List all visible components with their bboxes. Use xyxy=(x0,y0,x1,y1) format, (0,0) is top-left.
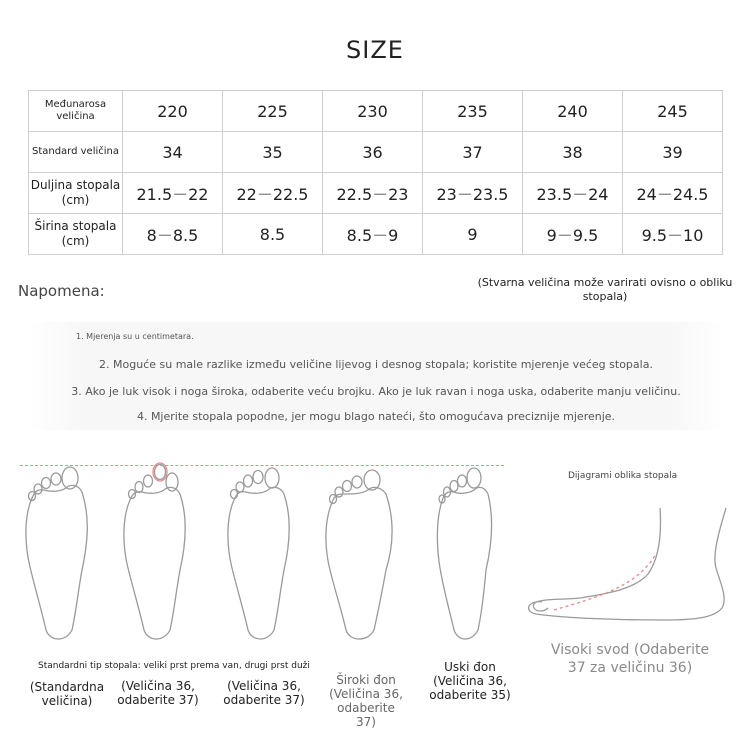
table-cell: 9 xyxy=(423,214,523,255)
foot-roman-icon xyxy=(222,462,302,644)
table-cell: 23.5－24 xyxy=(523,173,623,214)
row-label: Duljina stopala (cm) xyxy=(29,173,123,214)
table-cell: 21.5－22 xyxy=(123,173,223,214)
note-item: 4. Mjerite stopala popodne, jer mogu blago nateći, što omogućava preciznije mjerenje. xyxy=(136,410,616,423)
notes-heading: Napomena: xyxy=(18,282,105,300)
caption-line: (Veličina 36, xyxy=(227,679,301,693)
table-cell: 8.5 xyxy=(223,214,323,255)
table-cell: 39 xyxy=(623,132,723,173)
note-item: 2. Moguće su male razlike između veličine lijevog i desnog stopala; koristite mjerenje većeg stopala. xyxy=(99,358,653,371)
table-cell: 35 xyxy=(223,132,323,173)
table-cell: 23－23.5 xyxy=(423,173,523,214)
table-cell: 22.5－23 xyxy=(323,173,423,214)
caption-line: odaberite 37) xyxy=(117,693,199,707)
size-table xyxy=(28,90,723,255)
table-cell: 22－22.5 xyxy=(223,173,323,214)
table-cell: 9.5－10 xyxy=(623,214,723,255)
row-label: Međunarosa veličina xyxy=(29,91,123,132)
caption-line: odaberite 35) xyxy=(429,688,511,702)
note-item: 1. Mjerenja su u centimetara. xyxy=(76,332,194,341)
table-cell: 235 xyxy=(423,91,523,132)
caption-line: (Veličina 36, xyxy=(433,674,507,688)
row-label: Širina stopala (cm) xyxy=(29,214,123,255)
standard-type-label: Standardni tip stopala: veliki prst prema van, drugi prst duži xyxy=(38,661,310,671)
caption-line: veličina) xyxy=(41,694,93,708)
table-cell: 8－8.5 xyxy=(123,214,223,255)
table-cell: 36 xyxy=(323,132,423,173)
table-cell: 240 xyxy=(523,91,623,132)
table-row xyxy=(29,91,723,132)
caption-line: (Veličina 36, xyxy=(329,687,403,701)
caption-narrow xyxy=(422,660,518,702)
foot-wide-icon xyxy=(322,462,402,644)
table-row xyxy=(29,132,723,173)
table-cell: 24－24.5 xyxy=(623,173,723,214)
caption-line: Široki đon xyxy=(336,673,396,687)
caption-wide xyxy=(322,673,410,729)
notes-panel xyxy=(28,322,724,430)
table-cell: 38 xyxy=(523,132,623,173)
foot-standard-icon xyxy=(20,462,100,644)
size-disclaimer: (Stvarna veličina može varirati ovisno o obliku stopala) xyxy=(477,276,733,303)
foot-narrow-icon xyxy=(428,462,508,644)
table-cell: 245 xyxy=(623,91,723,132)
caption-line: (Standardna xyxy=(29,680,105,694)
foot-side-view-icon xyxy=(524,498,730,622)
table-cell: 230 xyxy=(323,91,423,132)
caption-roman xyxy=(215,679,313,707)
table-row xyxy=(29,214,723,255)
caption-line: 37) xyxy=(356,715,376,729)
page-title: SIZE xyxy=(346,36,404,64)
foot-greek-icon xyxy=(118,462,198,644)
table-cell: 34 xyxy=(123,132,223,173)
table-cell: 225 xyxy=(223,91,323,132)
caption-line: Uski đon xyxy=(444,660,496,674)
row-label: Standard veličina xyxy=(29,132,123,173)
table-cell: 37 xyxy=(423,132,523,173)
caption-line: odaberite 37) xyxy=(223,693,305,707)
table-row xyxy=(29,173,723,214)
table-cell: 220 xyxy=(123,91,223,132)
caption-greek xyxy=(112,679,204,707)
arch-caption: Visoki svod (Odaberite 37 za veličinu 36) xyxy=(550,642,710,676)
note-item: 3. Ako je luk visok i noga široka, odaberite veću brojku. Ako je luk ravan i noga uska, odaberite manju veličinu. xyxy=(71,385,681,398)
diagram-title: Dijagrami oblika stopala xyxy=(568,471,678,481)
caption-standard xyxy=(22,680,112,708)
caption-line: odaberite xyxy=(337,701,395,715)
caption-line: (Veličina 36, xyxy=(121,679,195,693)
table-cell: 8.5－9 xyxy=(323,214,423,255)
table-cell: 9－9.5 xyxy=(523,214,623,255)
